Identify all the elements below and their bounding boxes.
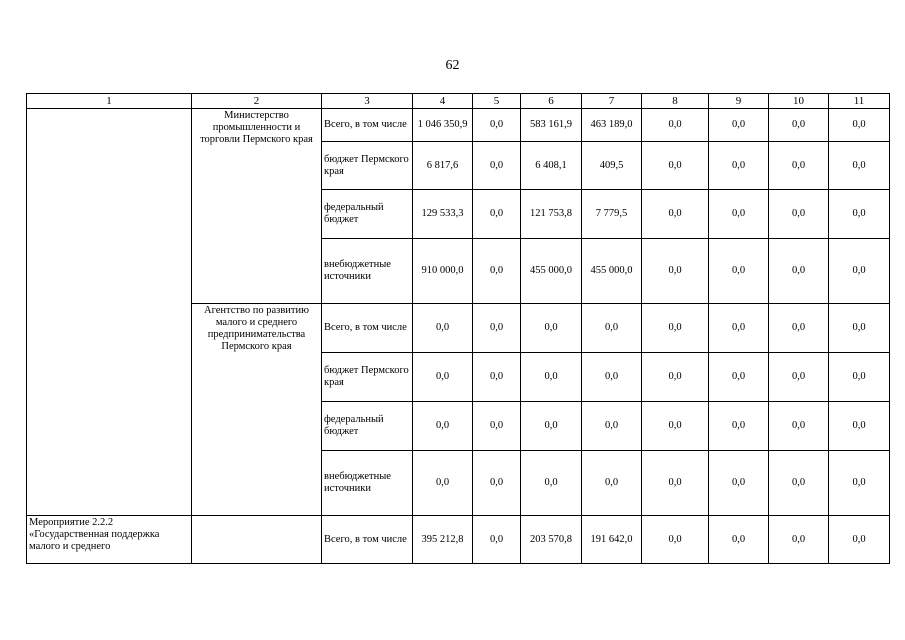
value-cell: 7 779,5 [582, 190, 642, 239]
value-cell: 0,0 [709, 109, 769, 142]
source-cell: Всего, в том числе [322, 109, 413, 142]
table-row [27, 516, 890, 564]
value-cell: 0,0 [829, 304, 890, 353]
source-cell: Всего, в том числе [322, 304, 413, 353]
source-cell: Всего, в том числе [322, 516, 413, 564]
table-row [27, 109, 890, 142]
value-cell: 409,5 [582, 142, 642, 190]
value-cell: 203 570,8 [521, 516, 582, 564]
value-cell: 0,0 [473, 239, 521, 304]
value-cell: 129 533,3 [413, 190, 473, 239]
value-cell: 0,0 [829, 353, 890, 402]
value-cell: 0,0 [473, 402, 521, 451]
value-cell: 0,0 [642, 109, 709, 142]
value-cell: 0,0 [709, 239, 769, 304]
value-cell: 0,0 [769, 353, 829, 402]
value-cell: 0,0 [709, 304, 769, 353]
value-cell: 0,0 [829, 142, 890, 190]
value-cell: 0,0 [642, 239, 709, 304]
value-cell: 0,0 [413, 402, 473, 451]
value-cell: 0,0 [582, 353, 642, 402]
value-cell: 0,0 [521, 353, 582, 402]
header-col-11: 11 [829, 94, 890, 109]
executor-cell: Министерство промышленности и торговли Пермского края [192, 109, 322, 304]
value-cell: 0,0 [473, 451, 521, 516]
measure-title-cell: Мероприятие 2.2.2 «Государственная поддержка малого и среднего [27, 516, 192, 564]
value-cell: 463 189,0 [582, 109, 642, 142]
value-cell: 0,0 [642, 353, 709, 402]
value-cell: 0,0 [769, 190, 829, 239]
value-cell: 0,0 [473, 516, 521, 564]
value-cell: 0,0 [521, 304, 582, 353]
value-cell: 6 817,6 [413, 142, 473, 190]
value-cell: 0,0 [642, 190, 709, 239]
header-col-10: 10 [769, 94, 829, 109]
value-cell: 0,0 [829, 190, 890, 239]
header-col-2: 2 [192, 94, 322, 109]
value-cell: 0,0 [709, 451, 769, 516]
value-cell: 0,0 [473, 190, 521, 239]
value-cell: 0,0 [642, 451, 709, 516]
value-cell: 0,0 [769, 516, 829, 564]
value-cell: 0,0 [413, 304, 473, 353]
value-cell: 0,0 [473, 304, 521, 353]
value-cell: 0,0 [642, 142, 709, 190]
value-cell: 0,0 [769, 109, 829, 142]
source-cell: бюджет Пермского края [322, 353, 413, 402]
value-cell: 0,0 [769, 451, 829, 516]
value-cell: 6 408,1 [521, 142, 582, 190]
header-col-5: 5 [473, 94, 521, 109]
value-cell: 0,0 [582, 451, 642, 516]
value-cell: 0,0 [521, 402, 582, 451]
value-cell: 0,0 [709, 402, 769, 451]
header-col-8: 8 [642, 94, 709, 109]
value-cell: 0,0 [413, 451, 473, 516]
measure-cell-empty [27, 109, 192, 516]
executor-cell [192, 516, 322, 564]
header-col-7: 7 [582, 94, 642, 109]
source-cell: федеральный бюджет [322, 190, 413, 239]
value-cell: 395 212,8 [413, 516, 473, 564]
value-cell: 0,0 [473, 109, 521, 142]
source-cell: федеральный бюджет [322, 402, 413, 451]
value-cell: 0,0 [829, 109, 890, 142]
value-cell: 0,0 [582, 402, 642, 451]
value-cell: 455 000,0 [521, 239, 582, 304]
value-cell: 583 161,9 [521, 109, 582, 142]
header-col-3: 3 [322, 94, 413, 109]
value-cell: 0,0 [709, 190, 769, 239]
header-col-1: 1 [27, 94, 192, 109]
value-cell: 191 642,0 [582, 516, 642, 564]
executor-cell: Агентство по развитию малого и среднего предпринимательства Пермского края [192, 304, 322, 516]
value-cell: 0,0 [769, 402, 829, 451]
value-cell: 1 046 350,9 [413, 109, 473, 142]
value-cell: 0,0 [709, 516, 769, 564]
value-cell: 0,0 [829, 516, 890, 564]
header-col-6: 6 [521, 94, 582, 109]
value-cell: 910 000,0 [413, 239, 473, 304]
value-cell: 0,0 [709, 353, 769, 402]
value-cell: 0,0 [709, 142, 769, 190]
header-col-9: 9 [709, 94, 769, 109]
value-cell: 0,0 [473, 142, 521, 190]
value-cell: 0,0 [769, 142, 829, 190]
value-cell: 0,0 [829, 451, 890, 516]
budget-table [26, 93, 890, 564]
page-number: 62 [445, 58, 460, 73]
value-cell: 0,0 [642, 516, 709, 564]
value-cell: 0,0 [829, 402, 890, 451]
value-cell: 0,0 [473, 353, 521, 402]
header-col-4: 4 [413, 94, 473, 109]
value-cell: 455 000,0 [582, 239, 642, 304]
source-cell: бюджет Пермского края [322, 142, 413, 190]
source-cell: внебюджетные источники [322, 451, 413, 516]
source-cell: внебюджетные источники [322, 239, 413, 304]
value-cell: 0,0 [642, 402, 709, 451]
value-cell: 0,0 [413, 353, 473, 402]
value-cell: 0,0 [829, 239, 890, 304]
value-cell: 0,0 [769, 239, 829, 304]
value-cell: 0,0 [521, 451, 582, 516]
value-cell: 0,0 [769, 304, 829, 353]
value-cell: 0,0 [642, 304, 709, 353]
header-row [27, 94, 890, 109]
value-cell: 0,0 [582, 304, 642, 353]
value-cell: 121 753,8 [521, 190, 582, 239]
